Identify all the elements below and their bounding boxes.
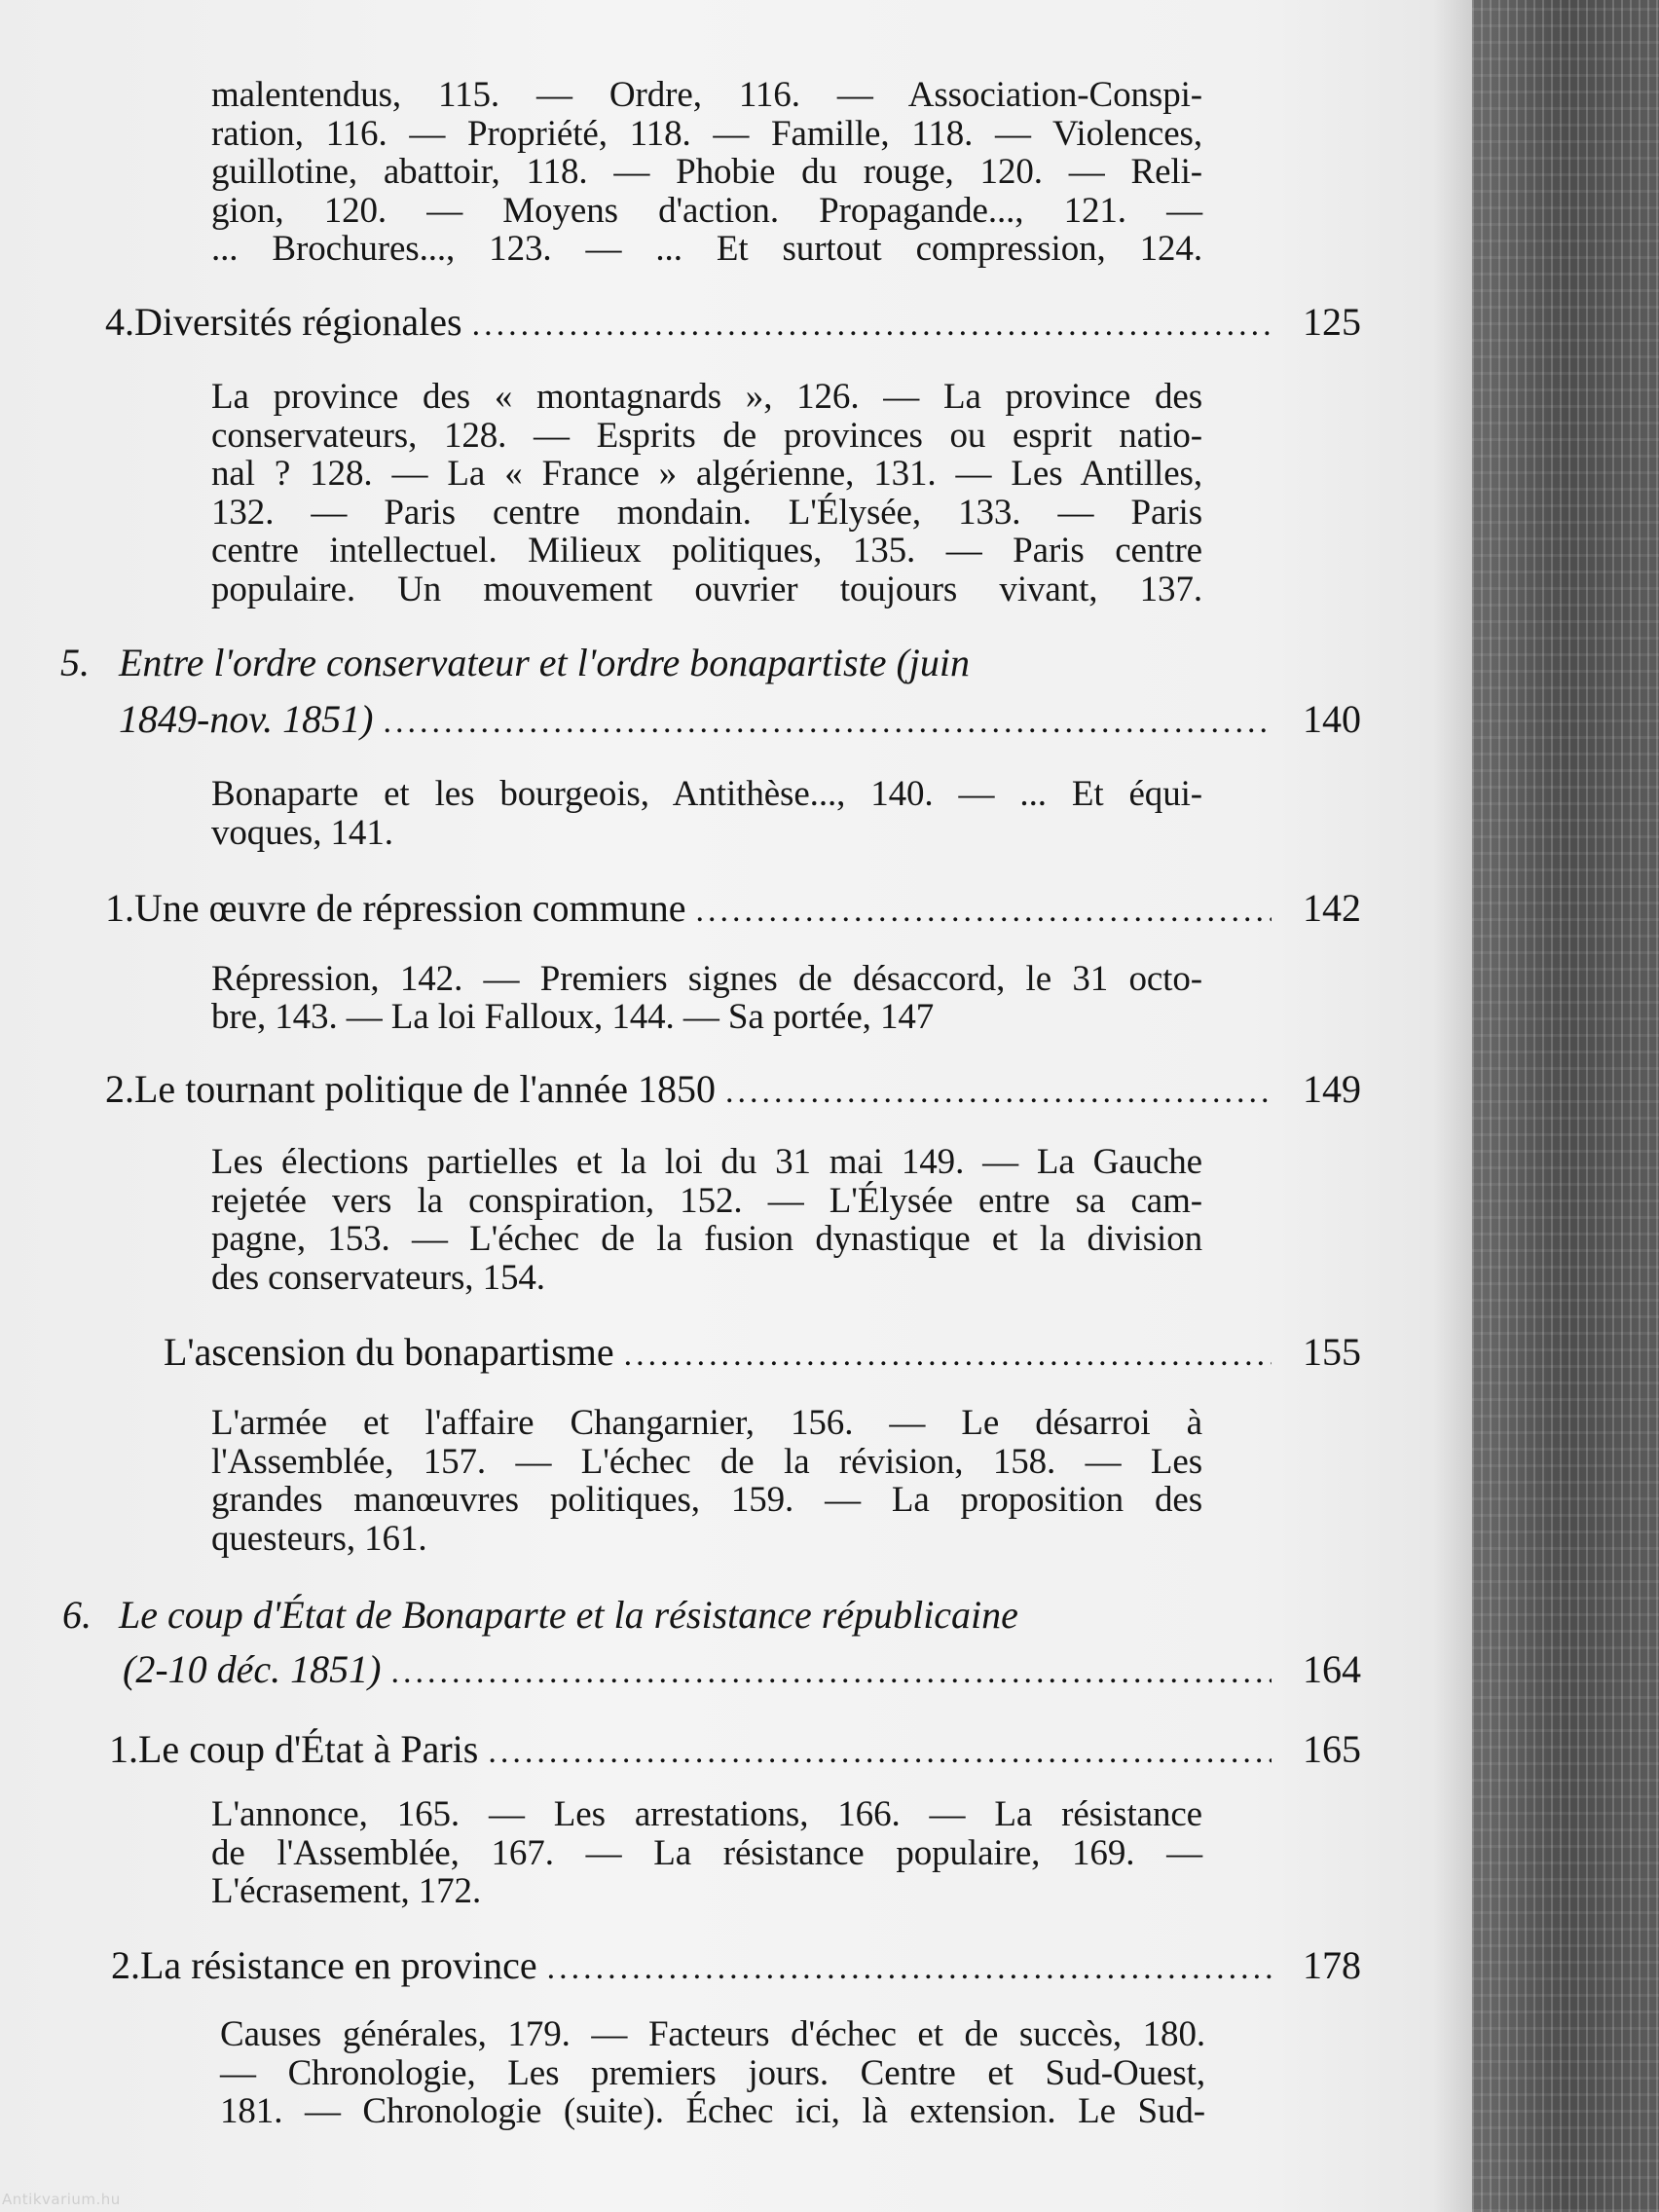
ch6-2-line-3: 181. — Chronologie (suite). Échec ici, là extension. Le Sud- bbox=[220, 2091, 1205, 2131]
ch5-3-line-4: questeurs, 161. bbox=[211, 1519, 427, 1559]
entry-title: L'ascension du bonapartisme bbox=[164, 1330, 614, 1374]
intro-line-1: malentendus, 115. — Ordre, 116. — Association-Conspi- bbox=[211, 75, 1202, 115]
entry-number: 2. bbox=[111, 1943, 140, 1987]
chapter-title-line-1: Le coup d'État de Bonaparte et la résistance républicaine bbox=[119, 1593, 1018, 1637]
toc-entry-coup-etat-paris[interactable] bbox=[109, 1727, 1361, 1775]
ch5-1-line-2: bre, 143. — La loi Falloux, 144. — Sa portée, 147 bbox=[211, 997, 935, 1037]
leader-dots bbox=[695, 889, 1272, 934]
leader-dots bbox=[390, 1650, 1272, 1695]
entry-title: La résistance en province bbox=[140, 1943, 537, 1987]
toc-entry-ascension-bonapartisme[interactable] bbox=[164, 1330, 1361, 1378]
toc-entry-oeuvre-de-repression[interactable] bbox=[105, 886, 1361, 934]
toc-chapter-5-title-cont[interactable] bbox=[119, 697, 1361, 745]
ch5-2-line-3: pagne, 153. — L'échec de la fusion dynastique et la division bbox=[211, 1219, 1202, 1259]
toc-entry-resistance-province[interactable] bbox=[111, 1943, 1361, 1991]
ch6-2-line-2: — Chronologie, Les premiers jours. Centre et Sud-Ouest, bbox=[220, 2053, 1205, 2093]
ch5-3-line-1: L'armée et l'affaire Changarnier, 156. — Le désarroi à bbox=[211, 1403, 1202, 1443]
chapter-title-line-2: 1849-nov. 1851) bbox=[119, 697, 374, 741]
ch5-line-2: voques, 141. bbox=[211, 813, 393, 853]
entry-page: 142 bbox=[1303, 886, 1361, 930]
entry-title: Diversités régionales bbox=[134, 300, 462, 344]
watermark-text: Antikvarium.hu bbox=[2, 2191, 121, 2208]
ch6-1-line-2: de l'Assemblée, 167. — La résistance populaire, 169. — bbox=[211, 1833, 1202, 1873]
leader-dots bbox=[488, 1730, 1272, 1775]
chapter-page: 140 bbox=[1303, 697, 1361, 741]
chapter-number: 5. bbox=[60, 641, 90, 684]
chapter-title-line-2: (2-10 déc. 1851) bbox=[123, 1647, 382, 1691]
s4-line-5: centre intellectuel. Milieux politiques, 135. — Paris centre bbox=[211, 531, 1202, 571]
ch6-1-line-3: L'écrasement, 172. bbox=[211, 1871, 482, 1911]
intro-line-3: guillotine, abattoir, 118. — Phobie du rouge, 120. — Reli- bbox=[211, 152, 1202, 192]
entry-title: Le tournant politique de l'année 1850 bbox=[134, 1067, 717, 1111]
book-spine bbox=[1472, 0, 1659, 2212]
intro-line-4: gion, 120. — Moyens d'action. Propagande..., 121. — bbox=[211, 191, 1202, 231]
ch5-3-line-3: grandes manœuvres politiques, 159. — La proposition des bbox=[211, 1480, 1202, 1520]
leader-dots bbox=[383, 700, 1272, 745]
entry-page: 149 bbox=[1303, 1067, 1361, 1111]
ch6-1-line-1: L'annonce, 165. — Les arrestations, 166. — La résistance bbox=[211, 1794, 1202, 1834]
entry-number: 1. bbox=[109, 1727, 138, 1771]
toc-chapter-5-title[interactable] bbox=[60, 641, 1209, 685]
intro-line-5: ... Brochures..., 123. — ... Et surtout compression, 124. bbox=[211, 229, 1202, 269]
toc-chapter-6-title[interactable] bbox=[62, 1593, 1211, 1638]
ch5-2-line-4: des conservateurs, 154. bbox=[211, 1258, 545, 1298]
entry-number: 4. bbox=[105, 300, 134, 344]
leader-dots bbox=[624, 1333, 1272, 1378]
entry-page: 155 bbox=[1303, 1330, 1361, 1374]
leader-dots bbox=[547, 1946, 1272, 1991]
s4-line-2: conservateurs, 128. — Esprits de provinces ou esprit natio- bbox=[211, 416, 1202, 456]
ch6-2-line-1: Causes générales, 179. — Facteurs d'échec et de succès, 180. bbox=[220, 2014, 1205, 2054]
toc-entry-diversites-regionales[interactable] bbox=[105, 300, 1361, 348]
entry-title: Le coup d'État à Paris bbox=[138, 1727, 479, 1771]
leader-dots bbox=[472, 303, 1272, 348]
entry-number: 2. bbox=[105, 1067, 134, 1111]
entry-page: 165 bbox=[1303, 1727, 1361, 1771]
chapter-page: 164 bbox=[1303, 1647, 1361, 1691]
leader-dots bbox=[725, 1070, 1272, 1115]
ch5-2-line-1: Les élections partielles et la loi du 31 mai 149. — La Gauche bbox=[211, 1142, 1202, 1182]
chapter-number: 6. bbox=[62, 1593, 92, 1637]
s4-line-6: populaire. Un mouvement ouvrier toujours vivant, 137. bbox=[211, 570, 1202, 609]
entry-number: 1. bbox=[105, 886, 134, 930]
ch5-line-1: Bonaparte et les bourgeois, Antithèse..., 140. — ... Et équi- bbox=[211, 774, 1202, 814]
s4-line-1: La province des « montagnards », 126. — La province des bbox=[211, 377, 1202, 417]
ch5-3-line-2: l'Assemblée, 157. — L'échec de la révision, 158. — Les bbox=[211, 1442, 1202, 1482]
toc-chapter-6-title-cont[interactable] bbox=[123, 1647, 1361, 1695]
entry-page: 125 bbox=[1303, 300, 1361, 344]
intro-line-2: ration, 116. — Propriété, 118. — Famille, 118. — Violences, bbox=[211, 114, 1202, 154]
ch5-2-line-2: rejetée vers la conspiration, 152. — L'Élysée entre sa cam- bbox=[211, 1181, 1202, 1221]
s4-line-3: nal ? 128. — La « France » algérienne, 131. — Les Antilles, bbox=[211, 454, 1202, 494]
entry-page: 178 bbox=[1303, 1943, 1361, 1987]
chapter-title-line-1: Entre l'ordre conservateur et l'ordre bonapartiste (juin bbox=[119, 641, 971, 684]
s4-line-4: 132. — Paris centre mondain. L'Élysée, 133. — Paris bbox=[211, 493, 1202, 533]
ch5-1-line-1: Répression, 142. — Premiers signes de désaccord, le 31 octo- bbox=[211, 959, 1202, 999]
entry-title: Une œuvre de répression commune bbox=[134, 886, 686, 930]
toc-entry-tournant-politique[interactable] bbox=[105, 1067, 1361, 1115]
